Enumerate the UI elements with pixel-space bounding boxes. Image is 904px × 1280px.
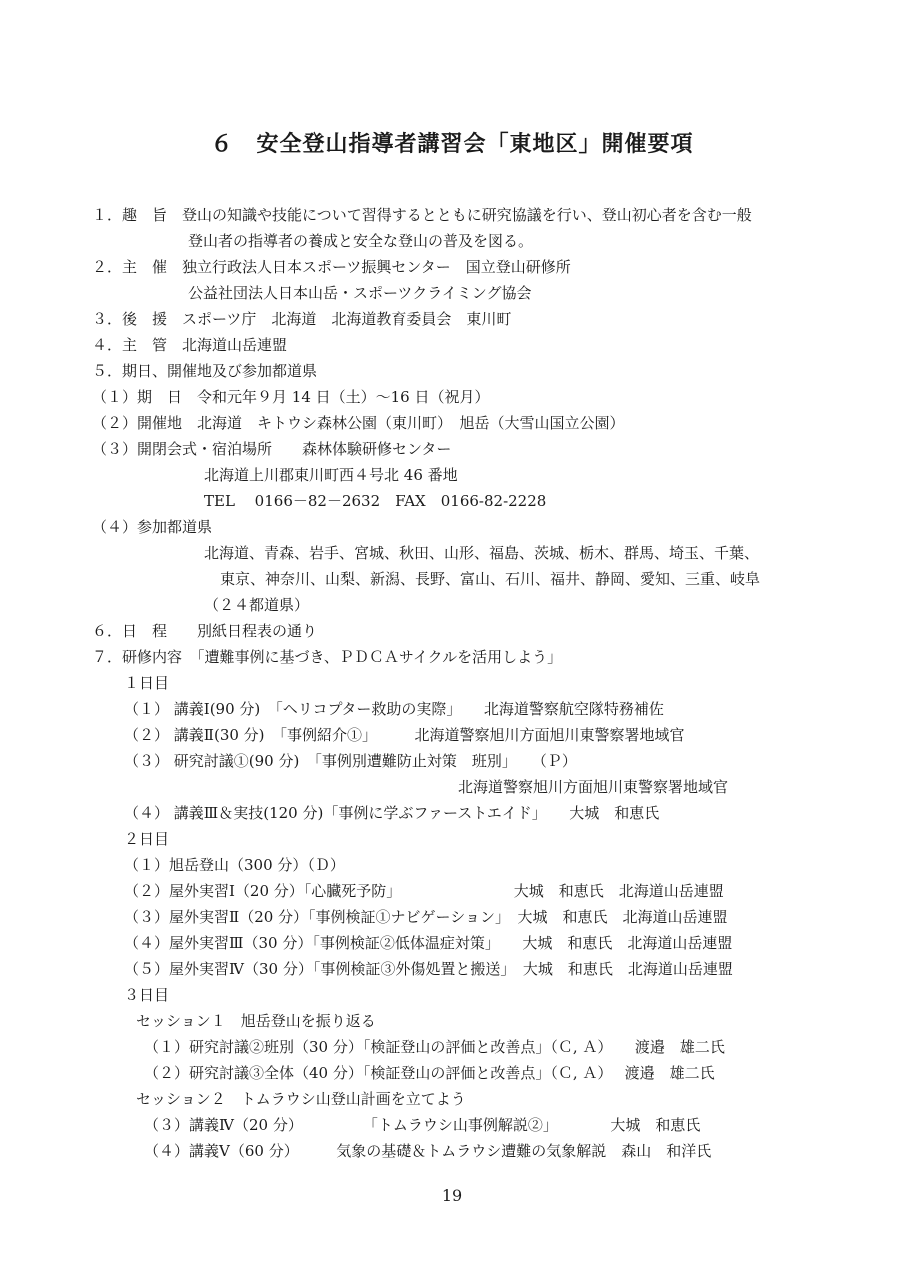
venue-line: （２）開催地 北海道 キトウシ森林公園（東川町） 旭岳（大雪山国立公園） [92, 414, 625, 432]
lodging-line: （３）開閉会式・宿泊場所 森林体験研修センター [92, 440, 452, 458]
session-item: （３）屋外実習Ⅱ（20 分）「事例検証①ナビゲーション」 大城 和恵氏 北海道山岳連盟 [124, 908, 728, 926]
schedule-heading: ５．期日、開催地及び参加都道県 [92, 362, 318, 380]
day1-heading: １日目 [124, 674, 170, 692]
purpose-line-cont: 登山者の指導者の養成と安全な登山の普及を図る。 [188, 232, 534, 250]
address-line: 北海道上川郡東川町西４号北 46 番地 [204, 466, 458, 484]
session-item: （２）屋外実習Ⅰ（20 分）「心臓死予防」 大城 和恵氏 北海道山岳連盟 [124, 882, 724, 900]
management-line: ４．主 管 北海道山岳連盟 [92, 336, 288, 354]
day3-heading: ３日目 [124, 986, 170, 1004]
day2-heading: ２日目 [124, 830, 170, 848]
program-line: ６．日 程 別紙日程表の通り [92, 622, 318, 640]
prefectures-line: 北海道、青森、岩手、宮城、秋田、山形、福島、茨城、栃木、群馬、埼玉、千葉、 [204, 544, 760, 562]
session-item: （２） 講義Ⅱ(30 分) 「事例紹介①」 北海道警察旭川方面旭川東警察署地域官 [124, 726, 685, 744]
session-item: （４）屋外実習Ⅲ（30 分）「事例検証②低体温症対策」 大城 和恵氏 北海道山岳連盟 [124, 934, 733, 952]
session-item: （３）講義Ⅳ（20 分） 「トムラウシ山事例解説②」 大城 和恵氏 [144, 1116, 701, 1134]
session-item: （４）講義Ⅴ（60 分） 気象の基礎＆トムラウシ遭難の気象解説 森山 和洋氏 [144, 1142, 712, 1160]
purpose-line: １．趣 旨 登山の知識や技能について習得するとともに研究協議を行い、登山初心者を含む一般 [92, 206, 752, 224]
prefectures-line-cont: 東京、神奈川、山梨、新潟、長野、富山、石川、福井、静岡、愛知、三重、岐阜 [220, 570, 761, 588]
session-group-1: セッション１ 旭岳登山を振り返る [136, 1012, 376, 1030]
session-item: （１）旭岳登山（300 分）（Ｄ） [124, 856, 345, 874]
page-number: 19 [441, 1186, 463, 1205]
prefectures-count: （２４都道県） [204, 596, 310, 614]
session-item: （３） 研究討議①(90 分) 「事例別遭難防止対策 班別」 （Ｐ） [124, 752, 577, 770]
contact-line: TEL 0166－82－2632 FAX 0166-82-2228 [204, 492, 547, 510]
session-group-2: セッション２ トムラウシ山登山計画を立てよう [136, 1090, 466, 1108]
organizer-line-cont: 公益社団法人日本山岳・スポーツクライミング協会 [188, 284, 532, 302]
session-item: （１）研究討議②班別（30 分）「検証登山の評価と改善点」（Ｃ, Ａ） 渡邉 雄二氏 [144, 1038, 725, 1056]
session-item: （５）屋外実習Ⅳ（30 分）「事例検証③外傷処置と搬送」 大城 和恵氏 北海道山岳連盟 [124, 960, 733, 978]
content-heading: ７．研修内容 「遭難事例に基づき、ＰＤＣＡサイクルを活用しよう」 [92, 648, 563, 666]
date-line: （１）期 日 令和元年９月 14 日（土）～16 日（祝月） [92, 388, 490, 406]
support-line: ３．後 援 スポーツ庁 北海道 北海道教育委員会 東川町 [92, 310, 512, 328]
session-item: （４） 講義Ⅲ＆実技(120 分)「事例に学ぶファーストエイド」 大城 和恵氏 [124, 804, 660, 822]
organizer-line: ２．主 催 独立行政法人日本スポーツ振興センター 国立登山研修所 [92, 258, 571, 276]
participants-heading: （４）参加都道県 [92, 518, 213, 536]
page-title: ６ 安全登山指導者講習会「東地区」開催要項 [210, 132, 694, 157]
session-item: （１） 講義Ⅰ(90 分) 「ヘリコプター救助の実際」 北海道警察航空隊特務補佐 [124, 700, 664, 718]
session-item-cont: 北海道警察旭川方面旭川東警察署地域官 [458, 778, 729, 796]
session-item: （２）研究討議③全体（40 分）「検証登山の評価と改善点」（Ｃ, Ａ） 渡邉 雄二氏 [144, 1064, 715, 1082]
